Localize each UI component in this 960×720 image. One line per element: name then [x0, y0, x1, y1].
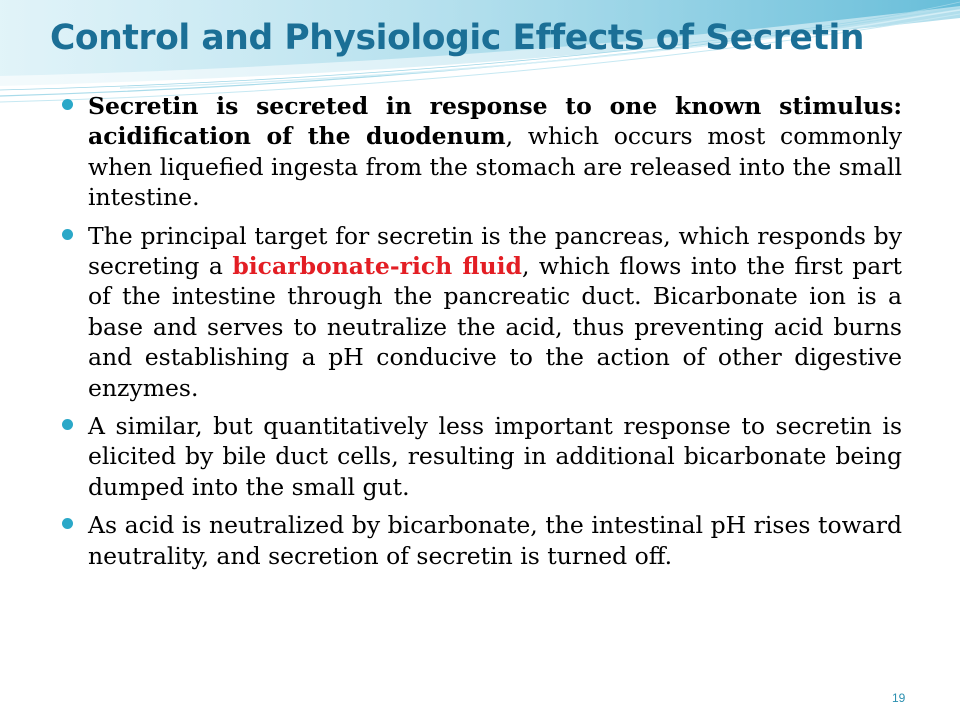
bullet-bold-text: Secretin is secreted in response to one known stimulus: acidification of the duodenum	[88, 92, 902, 151]
bullet-item	[62, 411, 902, 502]
bullet-list	[62, 91, 902, 579]
bullet-text: The principal target for secretin is the pancreas, which responds by secreting a	[88, 221, 902, 281]
slide-title: Control and Physiologic Effects of Secretin	[50, 18, 865, 58]
bullet-item	[62, 91, 902, 213]
bullet-dot-icon	[62, 229, 73, 240]
highlighted-term: bicarbonate-rich fluid	[232, 252, 522, 281]
bullet-dot-icon	[62, 518, 73, 529]
bullet-dot-icon	[62, 419, 73, 430]
bullet-item	[62, 510, 902, 571]
bullet-item	[62, 221, 902, 403]
page-number: 19	[892, 691, 906, 705]
bullet-text: , which flows into the first part of the intestine through the pancreatic duct. Bicarbonate ion is a base and serves to neutralize the acid, thus preventing acid burns and establishing a pH conducive to the action of other digestive enzymes.	[88, 252, 902, 402]
bullet-dot-icon	[62, 99, 73, 110]
bullet-text: As acid is neutralized by bicarbonate, the intestinal pH rises toward neutrality, and secretion of secretin is turned off.	[88, 511, 902, 570]
bullet-text: , which occurs most commonly when liquefied ingesta from the stomach are released into the small intestine.	[88, 122, 902, 212]
bullet-text: A similar, but quantitatively less important response to secretin is elicited by bile duct cells, resulting in additional bicarbonate being dumped into the small gut.	[88, 412, 902, 501]
